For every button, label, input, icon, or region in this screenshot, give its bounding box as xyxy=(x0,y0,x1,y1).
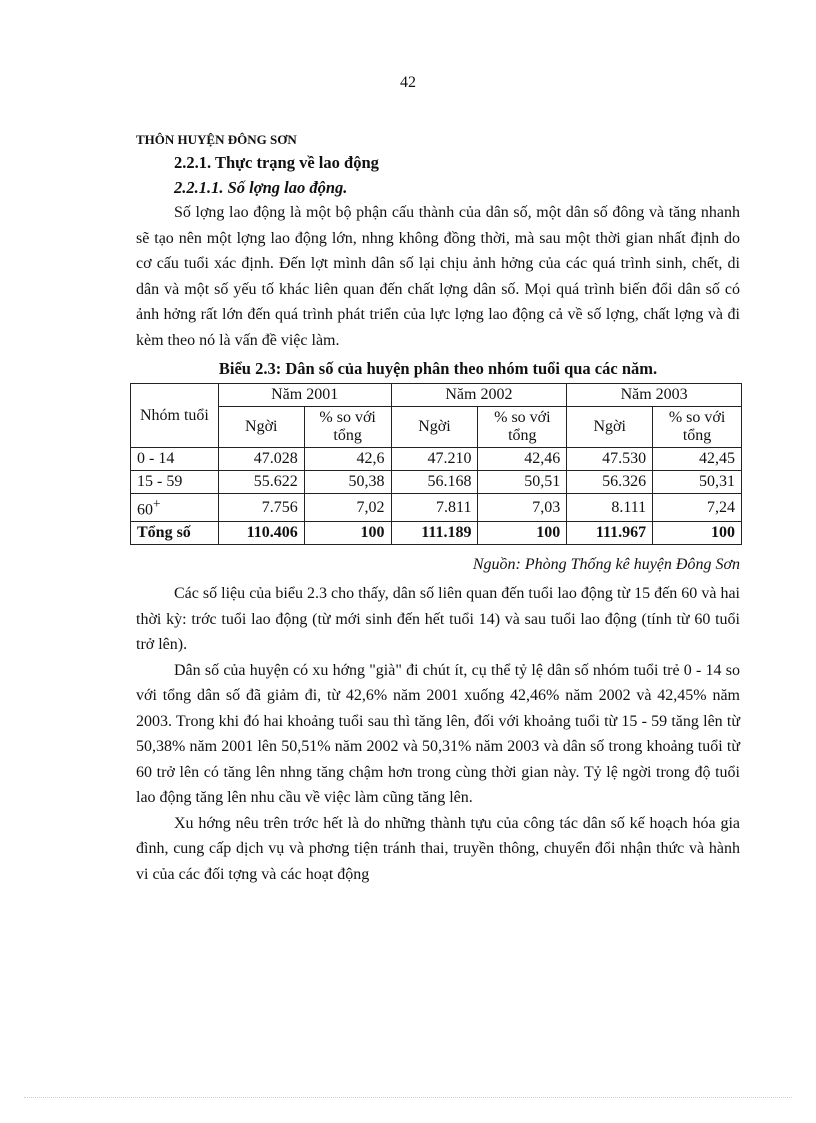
table-cell: 47.028 xyxy=(218,448,304,471)
table-cell: 47.530 xyxy=(567,448,653,471)
table-cell: 100 xyxy=(653,522,742,545)
population-table xyxy=(130,383,742,545)
table-row xyxy=(131,494,742,522)
paragraph-4: Xu hớng nêu trên trớc hết là do những thành tựu của công tác dân số kế hoạch hóa gia đình, cung cấp dịch vụ và phơng tiện tránh thai, truyền thông, chuyển đổi nhận thức và hành vi của các đối tợng và các hoạt động xyxy=(136,814,740,883)
table-cell: 42,6 xyxy=(304,448,391,471)
table-subheader-row xyxy=(131,407,742,448)
table-cell-group: Tổng số xyxy=(131,522,219,545)
table-header-row xyxy=(131,384,742,407)
group-label: 60 xyxy=(137,501,153,519)
table-cell: 7.811 xyxy=(391,494,478,522)
table-cell: 111.967 xyxy=(567,522,653,545)
table-row xyxy=(131,471,742,494)
table-source: Nguồn: Phòng Thống kê huyện Đông Sơn xyxy=(472,556,740,574)
table-header-year: Năm 2002 xyxy=(391,384,567,407)
table-header-group: Nhóm tuổi xyxy=(131,384,219,448)
subsection-heading: 2.2.1.1. Số lợng lao động. xyxy=(174,178,348,197)
table-cell: 55.622 xyxy=(218,471,304,494)
table-subheader-people: Ngời xyxy=(391,407,478,448)
table-subheader-percent: % so với tổng xyxy=(478,407,567,448)
group-superscript: + xyxy=(153,496,161,511)
table-cell: 100 xyxy=(304,522,391,545)
table-cell: 111.189 xyxy=(391,522,478,545)
table-cell: 110.406 xyxy=(218,522,304,545)
table-header-year: Năm 2001 xyxy=(218,384,391,407)
table-cell: 7,03 xyxy=(478,494,567,522)
table-cell: 50,38 xyxy=(304,471,391,494)
paragraph-2: Các số liệu của biểu 2.3 cho thấy, dân số liên quan đến tuổi lao động từ 15 đến 60 và hai thời kỳ: trớc tuổi lao động (từ mới sinh đến hết tuổi 14) và sau tuổi lao động (tính từ 60 tuổi trở lên). xyxy=(136,585,740,654)
table-subheader-people: Ngời xyxy=(567,407,653,448)
table-cell: 50,51 xyxy=(478,471,567,494)
running-header: THÔN HUYỆN ĐÔNG SƠN xyxy=(136,132,297,147)
page-content xyxy=(136,126,740,887)
table-cell: 56.326 xyxy=(567,471,653,494)
table-caption: Biểu 2.3: Dân số của huyện phân theo nhóm tuổi qua các năm. xyxy=(218,359,658,378)
page-number: 42 xyxy=(400,74,416,91)
table-cell: 50,31 xyxy=(653,471,742,494)
table-cell-group: 15 - 59 xyxy=(131,471,219,494)
table-cell: 8.111 xyxy=(567,494,653,522)
table-subheader-percent: % so với tổng xyxy=(304,407,391,448)
section-heading: 2.2.1. Thực trạng về lao động xyxy=(174,153,379,172)
table-cell: 100 xyxy=(478,522,567,545)
table-cell-group: 0 - 14 xyxy=(131,448,219,471)
table-row xyxy=(131,448,742,471)
table-cell: 7.756 xyxy=(218,494,304,522)
table-header-year: Năm 2003 xyxy=(567,384,742,407)
paragraph-3: Dân số của huyện có xu hớng "già" đi chút ít, cụ thể tỷ lệ dân số nhóm tuổi trẻ 0 - 14 so với tổng dân số đã giảm đi, từ 42,6% năm 2001 xuống 42,46% năm 2002 và 42,45% năm 2003. Trong khi đó hai khoảng tuổi sau thì tăng lên, đối với khoảng tuổi từ 15 - 59 tăng lên từ 50,38% năm 2001 lên 50,51% năm 2002 và 50,31% năm 2003 và dân số trong khoảng tuổi từ 60 trở lên có tăng lên nhng tăng chậm hơn trong cùng thời gian này. Tỷ lệ ngời trong độ tuổi lao động tăng lên nhu cầu về việc làm cũng tăng lên. xyxy=(136,661,740,807)
table-cell: 47.210 xyxy=(391,448,478,471)
table-cell-group xyxy=(131,494,219,522)
table-cell: 42,45 xyxy=(653,448,742,471)
table-cell: 56.168 xyxy=(391,471,478,494)
table-subheader-people: Ngời xyxy=(218,407,304,448)
page-footer-rule xyxy=(24,1097,792,1098)
table-cell: 7,24 xyxy=(653,494,742,522)
table-subheader-percent: % so với tổng xyxy=(653,407,742,448)
table-cell: 7,02 xyxy=(304,494,391,522)
table-total-row xyxy=(131,522,742,545)
table-cell: 42,46 xyxy=(478,448,567,471)
paragraph-1: Số lợng lao động là một bộ phận cấu thành của dân số, một dân số đông và tăng nhanh sẽ tạo nên một lợng lao động lớn, nhng không đồng thời, mà sau một thời gian nhất định do cơ cấu tuổi xác định. Đến lợt mình dân số lại chịu ảnh hởng của các quá trình sinh, chết, di dân và một số yếu tố khác liên quan đến chất lợng dân số. Mọi quá trình biến đổi dân số có ảnh hởng rất lớn đến quá trình phát triển của lực lợng lao động cả về số lợng, chất lợng và đi kèm theo nó là vấn đề việc làm. xyxy=(136,204,740,349)
